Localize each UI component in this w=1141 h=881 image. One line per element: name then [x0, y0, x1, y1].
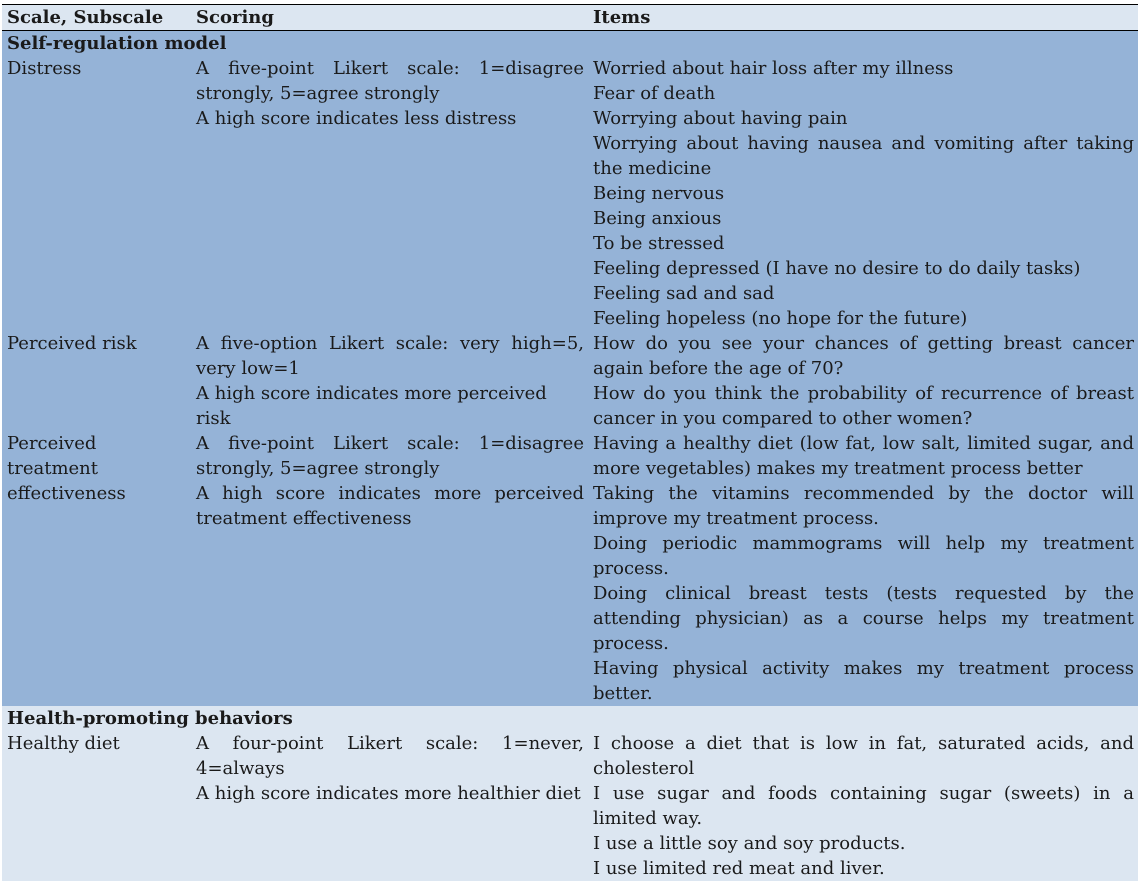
scoring-cell	[191, 731, 588, 881]
scoring-text: A high score indicates more healthier diet	[196, 783, 581, 804]
item-text: How do you see your chances of getting breast cancer again before the age of 70?	[593, 333, 1134, 379]
scoring-text: A five-point Likert scale: 1=disagree strongly, 5=agree strongly	[196, 58, 584, 104]
items-cell	[588, 331, 1138, 431]
item-text: To be stressed	[593, 233, 725, 254]
scoring-cell	[191, 331, 588, 431]
header-items: Items	[588, 5, 1138, 31]
scoring-cell	[191, 431, 588, 706]
section-row	[2, 31, 1138, 57]
item-text: Feeling depressed (I have no desire to do daily tasks)	[593, 258, 1081, 279]
scales-table	[2, 5, 1138, 881]
item-text: Doing clinical breast tests (tests requested by the attending physician) as a course helps my treatment process.	[593, 583, 1134, 654]
item-text: How do you think the probability of recurrence of breast cancer in you compared to other women?	[593, 383, 1134, 429]
table-row-distress	[2, 56, 1138, 331]
items-cell	[588, 431, 1138, 706]
item-text: Worrying about having pain	[593, 108, 848, 129]
table-row-perceived-treatment-effectiveness	[2, 431, 1138, 706]
table-row-healthy-diet	[2, 731, 1138, 881]
item-text: Being anxious	[593, 208, 722, 229]
item-text: Feeling hopeless (no hope for the future)	[593, 308, 968, 329]
scoring-cell	[191, 56, 588, 331]
item-text: I use sugar and foods containing sugar (sweets) in a limited way.	[593, 783, 1134, 829]
section-title-health-promoting: Health-promoting behaviors	[2, 706, 1138, 731]
scoring-text: A five-option Likert scale: very high=5, very low=1	[196, 333, 584, 379]
scoring-text: A high score indicates more perceived risk	[196, 383, 547, 429]
header-scoring: Scoring	[191, 5, 588, 31]
subscale-healthy-diet: Healthy diet	[2, 731, 191, 881]
item-text: Taking the vitamins recommended by the doctor will improve my treatment process.	[593, 483, 1134, 529]
section-title-self-regulation: Self-regulation model	[2, 31, 1138, 57]
scoring-text: A high score indicates more perceived treatment effectiveness	[196, 483, 584, 529]
header-scale: Scale, Subscale	[2, 5, 191, 31]
scoring-text: A four-point Likert scale: 1=never, 4=always	[196, 733, 584, 779]
item-text: I use a little soy and soy products.	[593, 833, 906, 854]
scoring-text: A five-point Likert scale: 1=disagree strongly, 5=agree strongly	[196, 433, 584, 479]
item-text: Being nervous	[593, 183, 725, 204]
item-text: Worried about hair loss after my illness	[593, 58, 954, 79]
item-text: Having a healthy diet (low fat, low salt, limited sugar, and more vegetables) makes my treatment process better	[593, 433, 1134, 479]
table-row-perceived-risk	[2, 331, 1138, 431]
subscale-perceived-treatment-effectiveness: Perceived treatment effectiveness	[2, 431, 191, 706]
item-text: I use limited red meat and liver.	[593, 858, 885, 879]
item-text: Worrying about having nausea and vomiting after taking the medicine	[593, 133, 1134, 179]
scoring-text: A high score indicates less distress	[196, 108, 517, 129]
subscale-perceived-risk: Perceived risk	[2, 331, 191, 431]
items-cell	[588, 731, 1138, 881]
items-cell	[588, 56, 1138, 331]
item-text: I choose a diet that is low in fat, saturated acids, and cholesterol	[593, 733, 1134, 779]
item-text: Doing periodic mammograms will help my treatment process.	[593, 533, 1134, 579]
item-text: Feeling sad and sad	[593, 283, 775, 304]
item-text: Fear of death	[593, 83, 716, 104]
table-header-row	[2, 5, 1138, 31]
section-row	[2, 706, 1138, 731]
subscale-distress: Distress	[2, 56, 191, 331]
item-text: Having physical activity makes my treatment process better.	[593, 658, 1134, 704]
